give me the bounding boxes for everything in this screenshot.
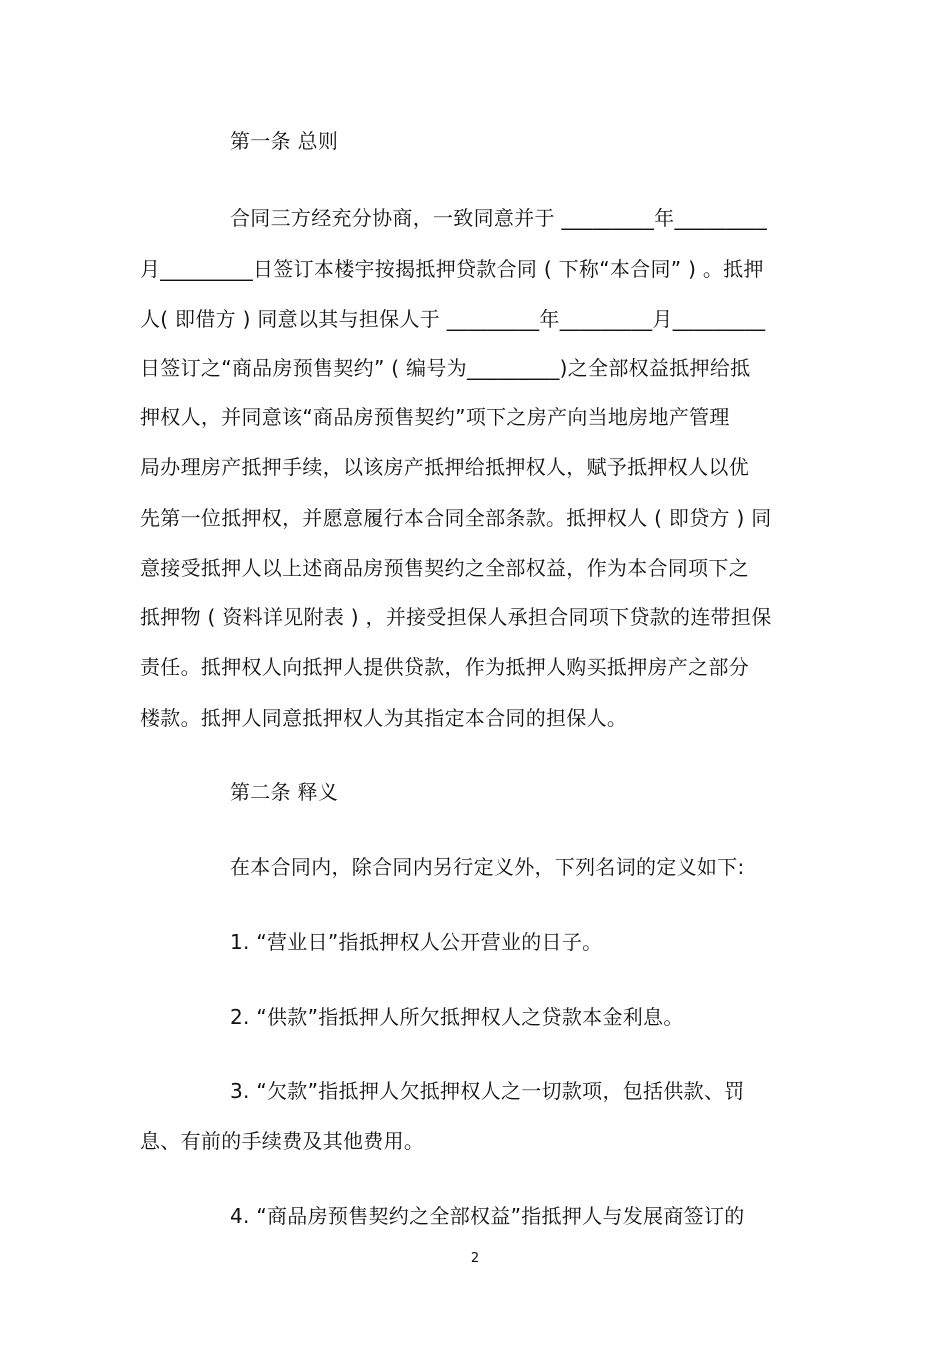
paragraph-line: 日签订之“商品房预售契约” ( 编号为_________)之全部权益抵押给抵: [140, 356, 751, 380]
section-1-heading: 第一条 总则: [230, 129, 339, 153]
paragraph-line: 局办理房产抵押手续，以该房产抵押给抵押权人，赋予抵押权人以优: [140, 455, 749, 479]
paragraph-line: 责任。抵押权人向抵押人提供贷款，作为抵押人购买抵押房产之部分: [140, 655, 749, 679]
paragraph-line: 先第一位抵押权，并愿意履行本合同全部条款。抵押权人 ( 即贷方 ) 同: [140, 506, 772, 530]
paragraph-line: 月_________日签订本楼宇按揭抵押贷款合同 ( 下称“本合同” ) 。抵押: [140, 257, 764, 281]
definition-item: 2. “供款”指抵押人所欠抵押权人之贷款本金利息。: [230, 1005, 684, 1029]
paragraph-line: 楼款。抵押人同意抵押权人为其指定本合同的担保人。: [140, 706, 628, 730]
definition-item: 4. “商品房预售契约之全部权益”指抵押人与发展商签订的: [230, 1204, 745, 1228]
section-2-intro: 在本合同内，除合同内另行定义外，下列名词的定义如下:: [230, 855, 745, 879]
definition-item: 1. “营业日”指抵押权人公开营业的日子。: [230, 930, 603, 954]
paragraph-line: 押权人，并同意该“商品房预售契约”项下之房产向当地房地产管理: [140, 405, 730, 429]
definition-item: 3. “欠款”指抵押人欠抵押权人之一切款项，包括供款、罚: [230, 1079, 745, 1103]
page-number: 2: [470, 1251, 480, 1266]
paragraph-line: 人( 即借方 ) 同意以其与担保人于 _________年_________月_________: [140, 307, 766, 331]
definition-item-continuation: 息、有前的手续费及其他费用。: [140, 1129, 425, 1153]
paragraph-line: 意接受抵押人以上述商品房预售契约之全部权益，作为本合同项下之: [140, 556, 749, 580]
paragraph-line: 合同三方经充分协商，一致同意并于 _________年_________: [230, 206, 768, 230]
section-2-heading: 第二条 释义: [230, 780, 339, 804]
paragraph-line: 抵押物 ( 资料详见附表 ) ，并接受担保人承担合同项下贷款的连带担保: [140, 605, 772, 629]
